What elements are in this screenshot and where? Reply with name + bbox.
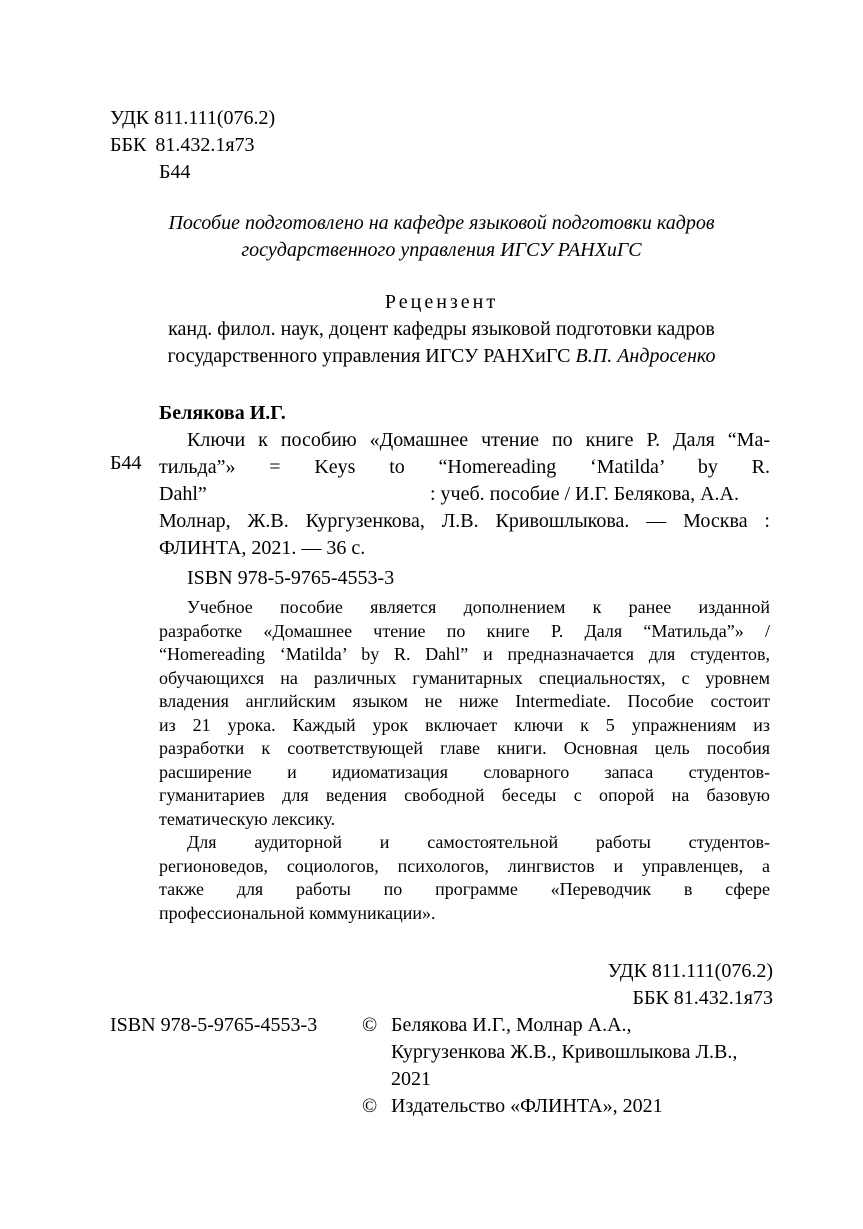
annotation-p2-line: регионоведов, социологов, психологов, лингвистов и управленцев, а bbox=[159, 855, 770, 876]
entry-line-4: Молнар, Ж.В. Кургузенкова, Л.В. Кривошлыкова. — Москва : bbox=[159, 510, 770, 532]
annotation-p2-line: также для работы по программе «Переводчик в сфере bbox=[159, 879, 770, 899]
annotation-line: владения английским языком не ниже Intermediate. Пособие состоит bbox=[159, 691, 770, 711]
annotation-last-line: тематическую лексику. bbox=[159, 808, 336, 829]
annotation-line: обучающихся на различных гуманитарных специальностях, с уровнем bbox=[159, 667, 770, 688]
reviewer-name: В.П. Андросенко bbox=[575, 345, 716, 367]
entry-line-3-right: : учеб. пособие / И.Г. Белякова, А.А. bbox=[430, 483, 739, 505]
bbk-value: 81.432.1я73 bbox=[155, 134, 255, 156]
entry-mark: Б44 bbox=[110, 452, 142, 474]
bottom-udk: УДК 811.111(076.2) bbox=[607, 960, 773, 982]
reviewer-line-2 bbox=[0, 343, 863, 370]
annotation-line: разработки к соответствующей главе книги. Основная цель пособия bbox=[159, 738, 770, 758]
author-mark: Б44 bbox=[159, 161, 191, 183]
annotation-line: гуманитариев для ведения свободной беседы с опорой на базовую bbox=[159, 785, 770, 805]
bottom-isbn: ISBN 978-5-9765-4553-3 bbox=[110, 1014, 318, 1036]
copyright-1-line-2: Кургузенкова Ж.В., Кривошлыкова Л.В., bbox=[391, 1041, 738, 1063]
reviewer-heading: Рецензент bbox=[384, 291, 499, 313]
annotation-p2-last: профессиональной коммуникации». bbox=[159, 902, 436, 923]
entry-line-1: Ключи к пособию «Домашнее чтение по книге Р. Даля “Ма- bbox=[187, 429, 770, 451]
reviewer-affiliation: государственного управления ИГСУ РАНХиГС bbox=[167, 345, 576, 367]
copyright-symbol: © bbox=[362, 1014, 378, 1036]
annotation-p2-line: Для аудиторной и самостоятельной работы студентов- bbox=[187, 832, 770, 852]
annotation-line: “Homereading ‘Matilda’ by R. Dahl” и предназначается для студентов, bbox=[159, 644, 770, 664]
udk-code: УДК 811.111(076.2) bbox=[110, 107, 276, 129]
entry-line-5: ФЛИНТА, 2021. — 36 с. bbox=[159, 537, 366, 559]
bbk-label: ББК bbox=[110, 134, 147, 156]
reviewer-line-1: канд. филол. наук, доцент кафедры языковой подготовки кадров bbox=[168, 318, 715, 340]
prepared-note-line-2: государственного управления ИГСУ РАНХиГС bbox=[241, 239, 642, 261]
entry-author: Белякова И.Г. bbox=[159, 402, 286, 424]
copyright-1-line-1: Белякова И.Г., Молнар А.А., bbox=[391, 1014, 632, 1036]
entry-isbn: ISBN 978-5-9765-4553-3 bbox=[187, 567, 395, 589]
copyright-1-line-3: 2021 bbox=[391, 1068, 431, 1090]
bbk-code bbox=[110, 132, 255, 159]
annotation-line: из 21 урока. Каждый урок включает ключи к 5 упражнениям из bbox=[159, 714, 770, 735]
bottom-bbk: ББК 81.432.1я73 bbox=[632, 987, 773, 1009]
annotation-line: Учебное пособие является дополнением к ранее изданной bbox=[187, 597, 770, 617]
annotation-line: расширение и идиоматизация словарного запаса студентов- bbox=[159, 761, 770, 782]
annotation-line: разработке «Домашнее чтение по книге Р. Даля “Матильда”» / bbox=[159, 620, 770, 641]
entry-line-2: тильда”» = Keys to “Homereading ‘Matilda’ by R. bbox=[159, 456, 770, 478]
copyright-2: Издательство «ФЛИНТА», 2021 bbox=[391, 1095, 663, 1117]
copyright-symbol: © bbox=[362, 1095, 378, 1117]
prepared-note-line-1: Пособие подготовлено на кафедре языковой подготовки кадров bbox=[168, 212, 715, 234]
entry-line-3-left: Dahl” bbox=[159, 483, 207, 505]
